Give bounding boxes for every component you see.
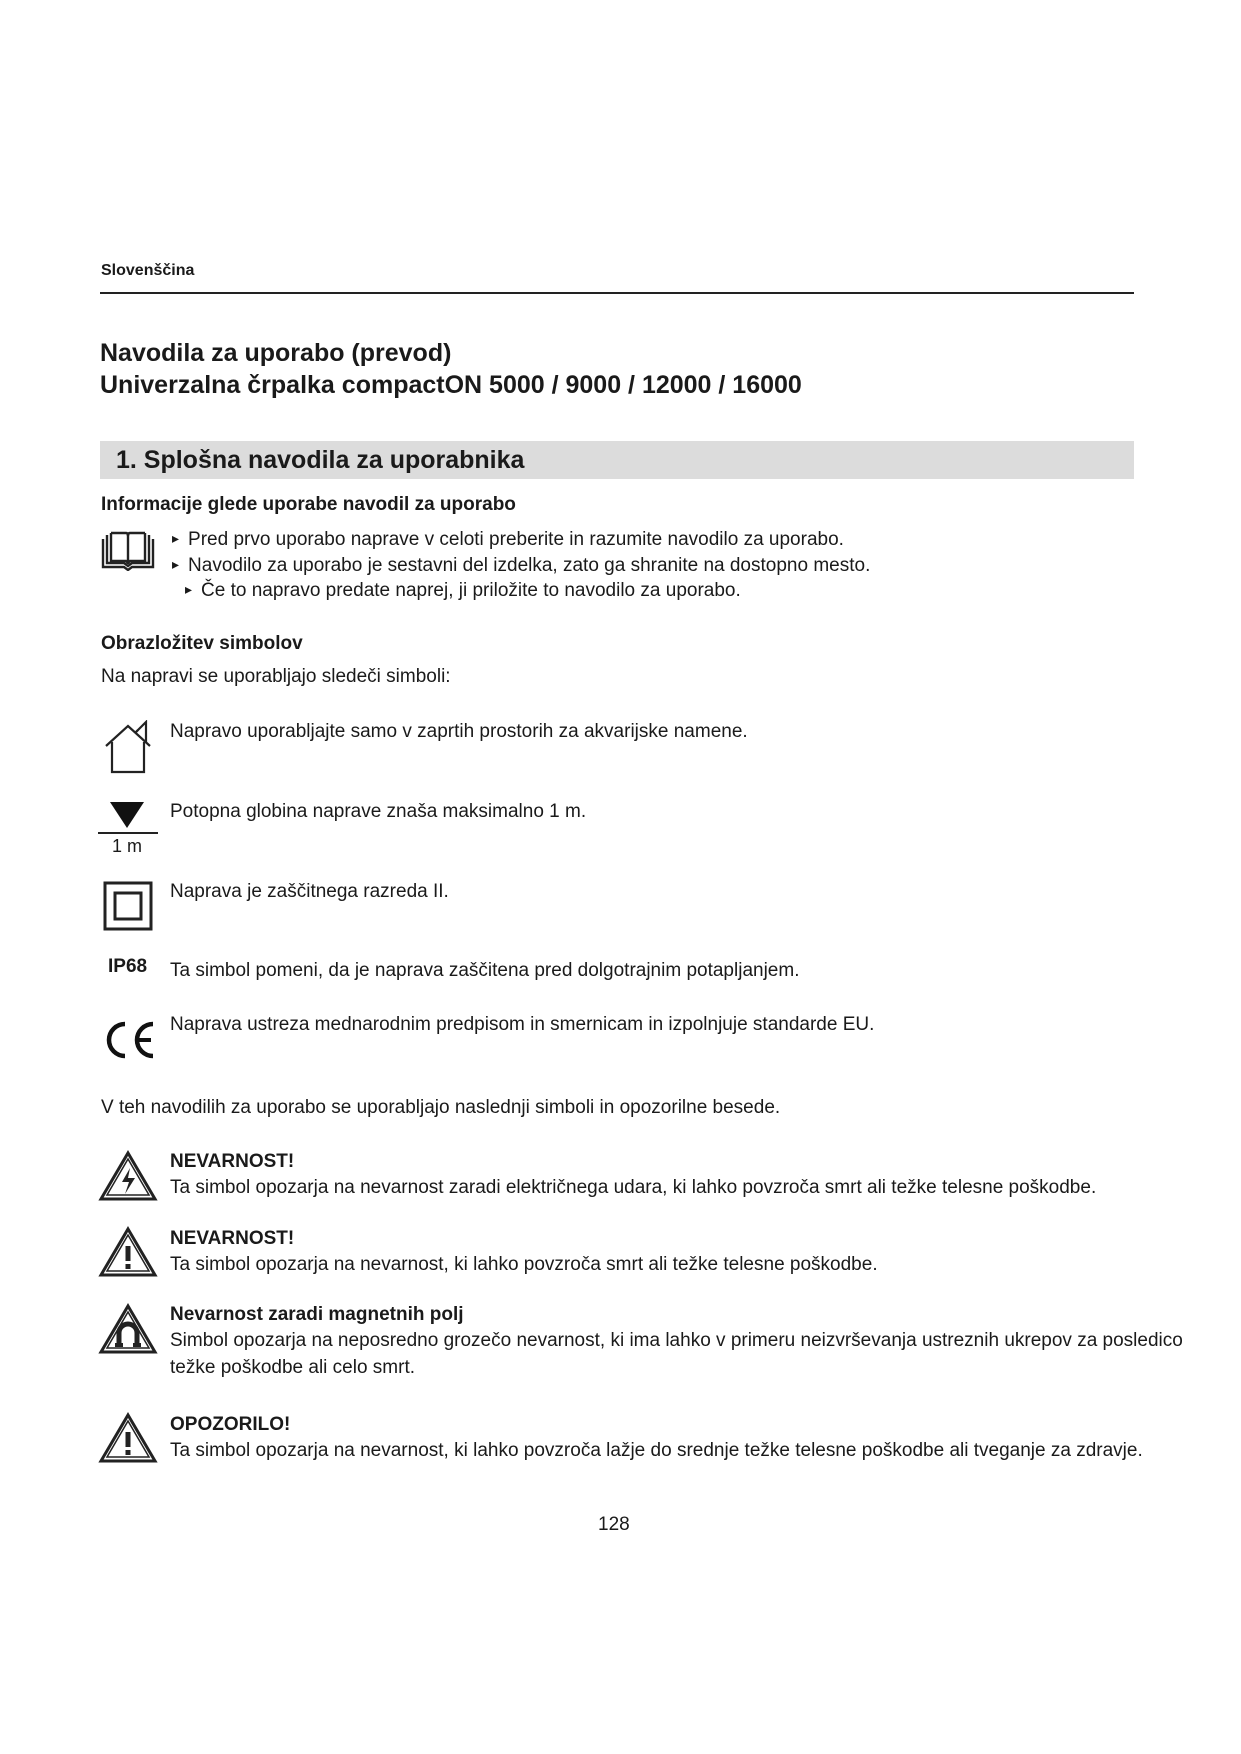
symbol-text: Napravo uporabljajte samo v zaprtih prostorih za akvarijske namene. [170, 721, 748, 742]
warning-text: Ta simbol opozarja na nevarnost zaradi električnega udara, ki lahko povzroča smrt ali težke telesne poškodbe. [170, 1177, 1097, 1198]
warnings-intro: V teh navodilih za uporabo se uporabljajo naslednji simboli in opozorilne besede. [101, 1097, 781, 1118]
warning-text: Ta simbol opozarja na nevarnost, ki lahko povzroča smrt ali težke telesne poškodbe. [170, 1254, 878, 1275]
page-number: 128 [598, 1514, 630, 1535]
warning-text: težke poškodbe ali celo smrt. [170, 1357, 416, 1378]
electric-hazard-icon [98, 1150, 158, 1202]
protection-class-ii-icon [103, 881, 153, 931]
symbol-text: Naprava je zaščitnega razreda II. [170, 881, 449, 902]
language-label: Slovenščina [101, 262, 195, 279]
book-icon [100, 531, 156, 571]
info-bullet: ▸ Navodilo za uporabo je sestavni del izdelka, zato ga shranite na dostopno mesto. [172, 554, 870, 578]
info-bullet: ▸ Če to napravo predate naprej, ji priložite to navodilo za uporabo. [185, 579, 741, 603]
symbol-text: Potopna globina naprave znaša maksimalno 1 m. [170, 801, 587, 822]
depth-1m-icon [98, 800, 158, 830]
house-indoor-icon [98, 720, 158, 776]
depth-label: 1 m [112, 836, 143, 856]
magnetic-hazard-icon [98, 1303, 158, 1355]
depth-line [98, 832, 158, 834]
symbol-text: Naprava ustreza mednarodnim predpisom in smernicam in izpolnjuje standarde EU. [170, 1014, 875, 1035]
document-title: Navodila za uporabo (prevod) [100, 339, 452, 367]
warning-text: Ta simbol opozarja na nevarnost, ki lahko povzroča lažje do srednje težke telesne poškodbe ali tveganje za zdravje. [170, 1440, 1143, 1461]
warning-text: Simbol opozarja na neposredno grozečo nevarnost, ki ima lahko v primeru neizvrševanja ustreznih ukrepov za posledico [170, 1330, 1183, 1351]
header-rule [100, 292, 1134, 294]
caution-icon [98, 1412, 158, 1464]
symbol-text: Ta simbol pomeni, da je naprava zaščitena pred dolgotrajnim potapljanjem. [170, 960, 800, 981]
general-hazard-icon [98, 1226, 158, 1278]
info-heading: Informacije glede uporabe navodil za uporabo [101, 494, 516, 515]
symbols-intro: Na napravi se uporabljajo sledeči simboli: [101, 666, 451, 687]
info-bullet: ▸ Pred prvo uporabo naprave v celoti preberite in razumite navodilo za uporabo. [172, 528, 844, 552]
ip68-label: IP68 [108, 956, 148, 977]
symbols-heading: Obrazložitev simbolov [101, 633, 303, 654]
warning-title: Nevarnost zaradi magnetnih polj [170, 1304, 464, 1325]
warning-title: NEVARNOST! [170, 1228, 295, 1249]
ce-mark-icon [101, 1018, 157, 1062]
section-heading: 1. Splošna navodila za uporabnika [116, 446, 525, 474]
warning-title: NEVARNOST! [170, 1151, 295, 1172]
warning-title: OPOZORILO! [170, 1414, 291, 1435]
document-subtitle: Univerzalna črpalka compactON 5000 / 9000 / 12000 / 16000 [100, 371, 802, 399]
